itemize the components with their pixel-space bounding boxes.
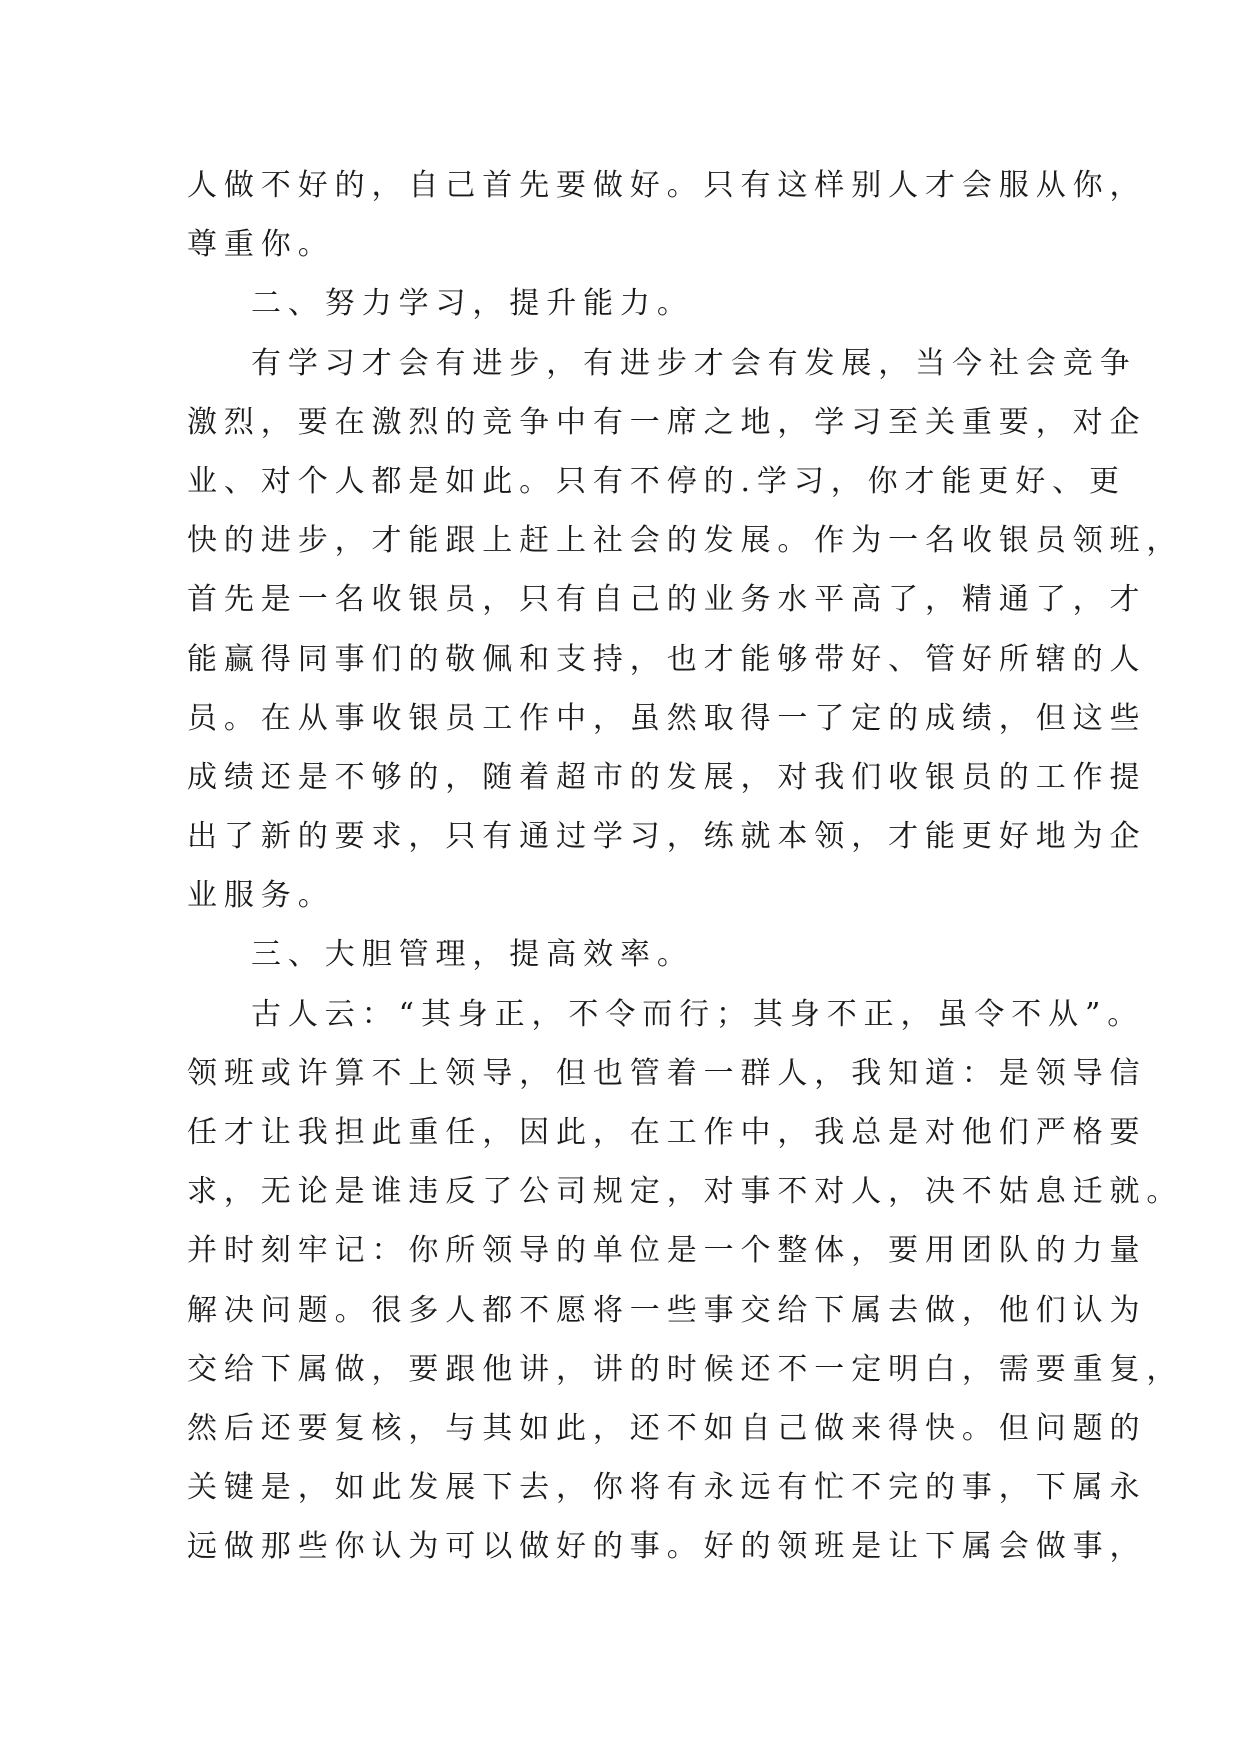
text-line: 领班或许算不上领导，但也管着一群人，我知道：是领导信	[187, 1055, 1147, 1091]
text-line: 激烈，要在激烈的竞争中有一席之地，学习至关重要，对企	[187, 404, 1147, 440]
text-line: 交给下属做，要跟他讲，讲的时候还不一定明白，需要重复，	[187, 1351, 1184, 1387]
text-line: 能赢得同事们的敬佩和支持，也才能够带好、管好所辖的人	[187, 641, 1147, 677]
text-line: 解决问题。很多人都不愿将一些事交给下属去做，他们认为	[187, 1292, 1147, 1328]
text-line: 业、对个人都是如此。只有不停的.学习，你才能更好、更	[187, 463, 1126, 499]
document-body	[187, 156, 1184, 1577]
text-line: 并时刻牢记：你所领导的单位是一个整体，要用团队的力量	[187, 1233, 1147, 1269]
text-line: 业服务。	[187, 878, 335, 914]
text-line: 然后还要复核，与其如此，还不如自己做来得快。但问题的	[187, 1410, 1147, 1446]
text-line: 尊重你。	[187, 227, 335, 263]
text-line: 关键是，如此发展下去，你将有永远有忙不完的事，下属永	[187, 1470, 1147, 1506]
text-line: 二、努力学习，提升能力。	[251, 286, 694, 322]
text-line: 有学习才会有进步，有进步才会有发展，当今社会竞争	[251, 345, 1137, 381]
text-line: 三、大胆管理，提高效率。	[251, 937, 694, 973]
text-line: 人做不好的，自己首先要做好。只有这样别人才会服从你，	[187, 168, 1147, 203]
text-line: 古人云：“其身正，不令而行；其身不正，虽令不从”。	[251, 996, 1145, 1032]
text-line: 员。在从事收银员工作中，虽然取得一了定的成绩，但这些	[187, 700, 1147, 736]
text-line: 远做那些你认为可以做好的事。好的领班是让下属会做事，	[187, 1529, 1147, 1565]
text-line: 求，无论是谁违反了公司规定，对事不对人，决不姑息迁就。	[187, 1174, 1184, 1210]
text-line: 任才让我担此重任，因此，在工作中，我总是对他们严格要	[187, 1115, 1147, 1150]
text-line: 首先是一名收银员，只有自己的业务水平高了，精通了，才	[187, 582, 1147, 618]
text-line: 成绩还是不够的，随着超市的发展，对我们收银员的工作提	[187, 759, 1147, 795]
text-line: 出了新的要求，只有通过学习，练就本领，才能更好地为企	[187, 819, 1147, 855]
text-line: 快的进步，才能跟上赶上社会的发展。作为一名收银员领班，	[187, 523, 1184, 559]
